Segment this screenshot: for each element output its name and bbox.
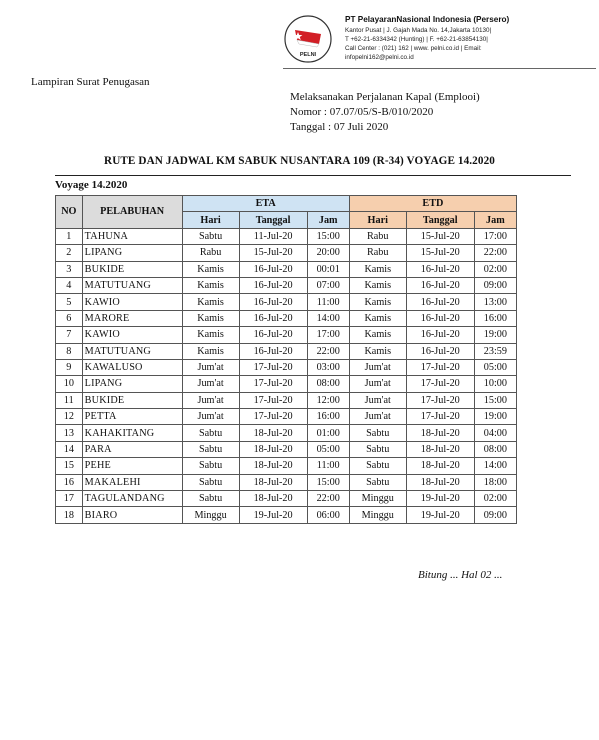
etd-date-cell: 16-Jul-20: [406, 310, 474, 326]
port-name-cell: KAWIO: [82, 294, 182, 310]
etd-day-cell: Minggu: [349, 491, 406, 507]
etd-day-cell: Kamis: [349, 310, 406, 326]
eta-time-cell: 07:00: [307, 277, 349, 293]
page-footer: Bitung ... Hal 02 ...: [418, 569, 503, 581]
etd-date-cell: 16-Jul-20: [406, 261, 474, 277]
logo-text: PELNI: [299, 52, 317, 58]
eta-date-cell: 16-Jul-20: [239, 277, 307, 293]
row-number-cell: 16: [56, 474, 83, 490]
etd-time-cell: 13:00: [474, 294, 516, 310]
etd-date-cell: 18-Jul-20: [406, 458, 474, 474]
eta-date-cell: 16-Jul-20: [239, 343, 307, 359]
etd-date-cell: 17-Jul-20: [406, 392, 474, 408]
etd-time-cell: 23:59: [474, 343, 516, 359]
etd-day-cell: Minggu: [349, 507, 406, 523]
port-name-cell: KAWIO: [82, 327, 182, 343]
port-name-cell: BIARO: [82, 507, 182, 523]
row-number-cell: 18: [56, 507, 83, 523]
table-row: [56, 294, 517, 310]
etd-date-cell: 17-Jul-20: [406, 409, 474, 425]
port-name-cell: BUKIDE: [82, 392, 182, 408]
table-row: [56, 409, 517, 425]
row-number-cell: 6: [56, 310, 83, 326]
eta-time-cell: 22:00: [307, 491, 349, 507]
eta-time-cell: 16:00: [307, 409, 349, 425]
schedule-table: [55, 195, 517, 524]
eta-date-cell: 18-Jul-20: [239, 441, 307, 457]
etd-day-cell: Kamis: [349, 261, 406, 277]
company-info: [345, 14, 595, 62]
etd-date-cell: 17-Jul-20: [406, 359, 474, 375]
address-line: Call Center : (021) 162 | www. pelni.co.id | Email:: [345, 45, 482, 52]
eta-day-cell: Kamis: [182, 343, 239, 359]
eta-day-cell: Sabtu: [182, 474, 239, 490]
table-row: [56, 507, 517, 523]
eta-time-cell: 12:00: [307, 392, 349, 408]
table-row: [56, 458, 517, 474]
table-row: [56, 441, 517, 457]
port-name-cell: MAKALEHI: [82, 474, 182, 490]
etd-time-cell: 17:00: [474, 228, 516, 244]
etd-time-cell: 10:00: [474, 376, 516, 392]
port-name-cell: MATUTUANG: [82, 343, 182, 359]
etd-time-cell: 09:00: [474, 277, 516, 293]
row-number-cell: 2: [56, 245, 83, 261]
etd-time-cell: 02:00: [474, 261, 516, 277]
table-row: [56, 425, 517, 441]
company-name: PT PelayaranNasional Indonesia (Persero): [345, 15, 510, 24]
etd-date-cell: 16-Jul-20: [406, 327, 474, 343]
eta-date-cell: 16-Jul-20: [239, 261, 307, 277]
eta-date-cell: 18-Jul-20: [239, 491, 307, 507]
row-number-cell: 12: [56, 409, 83, 425]
meta-number: Nomor : 07.07/05/S-B/010/2020: [290, 106, 434, 118]
etd-date-cell: 18-Jul-20: [406, 441, 474, 457]
table-row: [56, 261, 517, 277]
eta-day-cell: Kamis: [182, 327, 239, 343]
document-meta: [290, 90, 480, 135]
port-name-cell: KAWALUSO: [82, 359, 182, 375]
etd-date-cell: 18-Jul-20: [406, 425, 474, 441]
eta-day-cell: Kamis: [182, 261, 239, 277]
eta-date-cell: 16-Jul-20: [239, 310, 307, 326]
etd-time-cell: 15:00: [474, 392, 516, 408]
header-divider: [283, 68, 596, 69]
row-number-cell: 13: [56, 425, 83, 441]
voyage-label: Voyage 14.2020: [55, 179, 128, 191]
row-number-cell: 10: [56, 376, 83, 392]
title-divider: [55, 175, 571, 176]
etd-day-cell: Rabu: [349, 228, 406, 244]
eta-tanggal-header: Tanggal: [239, 212, 307, 228]
eta-time-cell: 17:00: [307, 327, 349, 343]
col-no-header: NO: [56, 196, 83, 229]
etd-day-cell: Jum'at: [349, 359, 406, 375]
eta-day-cell: Jum'at: [182, 376, 239, 392]
row-number-cell: 5: [56, 294, 83, 310]
etd-time-cell: 19:00: [474, 409, 516, 425]
etd-date-cell: 16-Jul-20: [406, 343, 474, 359]
table-row: [56, 343, 517, 359]
row-number-cell: 1: [56, 228, 83, 244]
port-name-cell: LIPANG: [82, 376, 182, 392]
row-number-cell: 17: [56, 491, 83, 507]
pelni-logo: [283, 14, 333, 64]
eta-time-cell: 03:00: [307, 359, 349, 375]
eta-time-cell: 22:00: [307, 343, 349, 359]
etd-time-cell: 02:00: [474, 491, 516, 507]
etd-time-cell: 22:00: [474, 245, 516, 261]
etd-time-cell: 05:00: [474, 359, 516, 375]
eta-jam-header: Jam: [307, 212, 349, 228]
eta-time-cell: 11:00: [307, 458, 349, 474]
table-row: [56, 277, 517, 293]
row-number-cell: 11: [56, 392, 83, 408]
eta-day-cell: Sabtu: [182, 425, 239, 441]
etd-header: ETD: [349, 196, 516, 212]
meta-date: Tanggal : 07 Juli 2020: [290, 121, 389, 133]
etd-date-cell: 15-Jul-20: [406, 245, 474, 261]
eta-day-cell: Sabtu: [182, 491, 239, 507]
schedule-body: [56, 228, 517, 523]
table-row: [56, 392, 517, 408]
port-name-cell: PEHE: [82, 458, 182, 474]
table-row: [56, 359, 517, 375]
table-row: [56, 310, 517, 326]
eta-day-cell: Rabu: [182, 245, 239, 261]
eta-day-cell: Sabtu: [182, 228, 239, 244]
etd-date-cell: 18-Jul-20: [406, 474, 474, 490]
port-name-cell: TAGULANDANG: [82, 491, 182, 507]
row-number-cell: 8: [56, 343, 83, 359]
eta-day-cell: Minggu: [182, 507, 239, 523]
row-number-cell: 4: [56, 277, 83, 293]
eta-date-cell: 17-Jul-20: [239, 392, 307, 408]
lampiran-label: Lampiran Surat Penugasan: [31, 76, 150, 88]
table-row: [56, 327, 517, 343]
meta-purpose: Melaksanakan Perjalanan Kapal (Emplooi): [290, 91, 480, 103]
eta-day-cell: Kamis: [182, 310, 239, 326]
eta-day-cell: Kamis: [182, 294, 239, 310]
etd-day-cell: Kamis: [349, 294, 406, 310]
etd-date-cell: 16-Jul-20: [406, 294, 474, 310]
eta-time-cell: 05:00: [307, 441, 349, 457]
etd-date-cell: 15-Jul-20: [406, 228, 474, 244]
etd-day-cell: Jum'at: [349, 409, 406, 425]
port-name-cell: MATUTUANG: [82, 277, 182, 293]
etd-day-cell: Jum'at: [349, 392, 406, 408]
port-name-cell: PETTA: [82, 409, 182, 425]
eta-date-cell: 16-Jul-20: [239, 294, 307, 310]
eta-time-cell: 15:00: [307, 474, 349, 490]
row-number-cell: 9: [56, 359, 83, 375]
etd-time-cell: 09:00: [474, 507, 516, 523]
eta-date-cell: 15-Jul-20: [239, 245, 307, 261]
etd-day-cell: Kamis: [349, 277, 406, 293]
etd-time-cell: 04:00: [474, 425, 516, 441]
eta-day-cell: Jum'at: [182, 359, 239, 375]
table-row: [56, 474, 517, 490]
eta-day-cell: Sabtu: [182, 441, 239, 457]
etd-day-cell: Rabu: [349, 245, 406, 261]
etd-hari-header: Hari: [349, 212, 406, 228]
port-name-cell: TAHUNA: [82, 228, 182, 244]
eta-day-cell: Jum'at: [182, 392, 239, 408]
col-port-header: PELABUHAN: [82, 196, 182, 229]
row-number-cell: 7: [56, 327, 83, 343]
eta-date-cell: 16-Jul-20: [239, 327, 307, 343]
eta-date-cell: 18-Jul-20: [239, 458, 307, 474]
eta-day-cell: Kamis: [182, 277, 239, 293]
eta-date-cell: 17-Jul-20: [239, 376, 307, 392]
table-row: [56, 491, 517, 507]
etd-date-cell: 19-Jul-20: [406, 491, 474, 507]
etd-day-cell: Sabtu: [349, 458, 406, 474]
eta-time-cell: 01:00: [307, 425, 349, 441]
etd-date-cell: 16-Jul-20: [406, 277, 474, 293]
document-title: RUTE DAN JADWAL KM SABUK NUSANTARA 109 (R-34) VOYAGE 14.2020: [104, 155, 495, 167]
eta-day-cell: Sabtu: [182, 458, 239, 474]
etd-day-cell: Sabtu: [349, 425, 406, 441]
eta-date-cell: 18-Jul-20: [239, 425, 307, 441]
row-number-cell: 14: [56, 441, 83, 457]
address-line: Kantor Pusat | J. Gajah Mada No. 14,Jakarta 10130|: [345, 27, 492, 34]
etd-jam-header: Jam: [474, 212, 516, 228]
port-name-cell: KAHAKITANG: [82, 425, 182, 441]
eta-time-cell: 15:00: [307, 228, 349, 244]
eta-time-cell: 08:00: [307, 376, 349, 392]
row-number-cell: 3: [56, 261, 83, 277]
eta-date-cell: 19-Jul-20: [239, 507, 307, 523]
eta-header: ETA: [182, 196, 349, 212]
table-row: [56, 228, 517, 244]
eta-hari-header: Hari: [182, 212, 239, 228]
eta-time-cell: 11:00: [307, 294, 349, 310]
etd-day-cell: Kamis: [349, 327, 406, 343]
etd-time-cell: 14:00: [474, 458, 516, 474]
eta-date-cell: 18-Jul-20: [239, 474, 307, 490]
etd-day-cell: Jum'at: [349, 376, 406, 392]
address-line: T +62-21-6334342 (Hunting) | F. +62-21-63854130|: [345, 36, 488, 43]
etd-date-cell: 17-Jul-20: [406, 376, 474, 392]
table-row: [56, 376, 517, 392]
etd-time-cell: 19:00: [474, 327, 516, 343]
etd-tanggal-header: Tanggal: [406, 212, 474, 228]
etd-time-cell: 08:00: [474, 441, 516, 457]
eta-date-cell: 17-Jul-20: [239, 359, 307, 375]
eta-date-cell: 11-Jul-20: [239, 228, 307, 244]
port-name-cell: BUKIDE: [82, 261, 182, 277]
eta-time-cell: 06:00: [307, 507, 349, 523]
etd-day-cell: Kamis: [349, 343, 406, 359]
port-name-cell: PARA: [82, 441, 182, 457]
eta-time-cell: 00:01: [307, 261, 349, 277]
port-name-cell: MARORE: [82, 310, 182, 326]
table-row: [56, 245, 517, 261]
etd-date-cell: 19-Jul-20: [406, 507, 474, 523]
address-line: infopelni162@pelni.co.id: [345, 54, 414, 61]
port-name-cell: LIPANG: [82, 245, 182, 261]
etd-day-cell: Sabtu: [349, 441, 406, 457]
eta-day-cell: Jum'at: [182, 409, 239, 425]
etd-time-cell: 16:00: [474, 310, 516, 326]
eta-date-cell: 17-Jul-20: [239, 409, 307, 425]
row-number-cell: 15: [56, 458, 83, 474]
eta-time-cell: 14:00: [307, 310, 349, 326]
etd-time-cell: 18:00: [474, 474, 516, 490]
etd-day-cell: Sabtu: [349, 474, 406, 490]
eta-time-cell: 20:00: [307, 245, 349, 261]
